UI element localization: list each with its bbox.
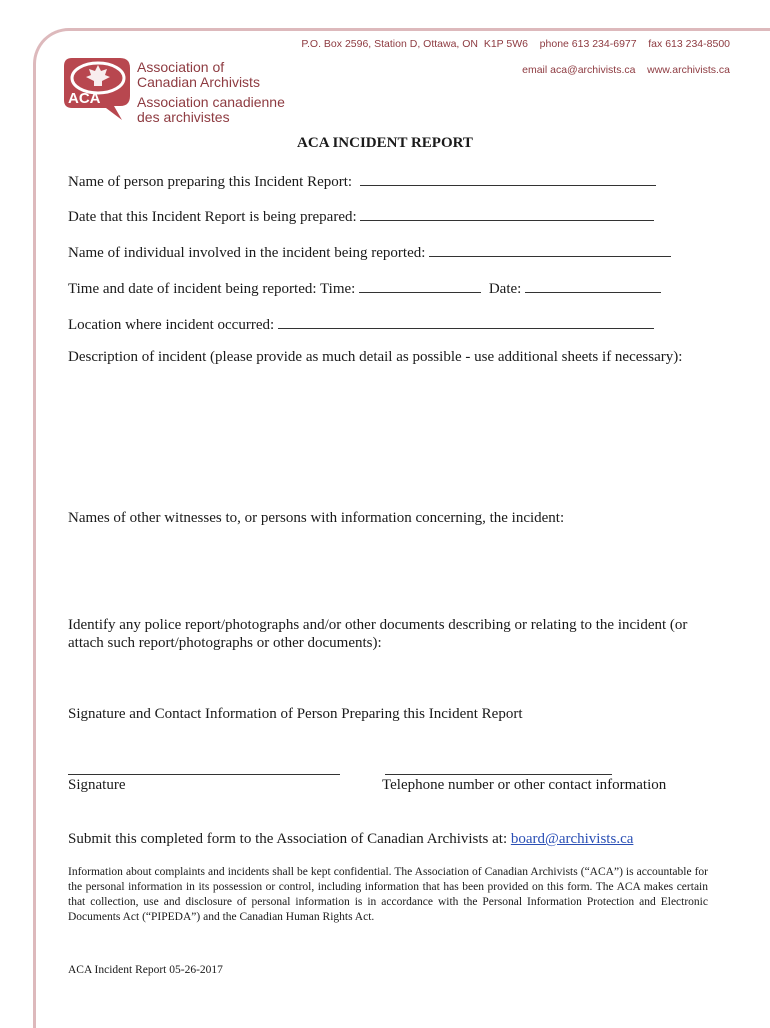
documents-prompt-line-2: attach such report/photographs or other documents): bbox=[68, 635, 382, 651]
date-prepared-field[interactable] bbox=[360, 206, 654, 221]
signature-heading: Signature and Contact Information of Person Preparing this Incident Report bbox=[68, 706, 523, 722]
form-title: ACA INCIDENT REPORT bbox=[297, 135, 473, 151]
date-prepared-label: Date that this Incident Report is being prepared: bbox=[68, 209, 357, 225]
incident-time-field[interactable] bbox=[359, 278, 481, 293]
individual-involved-field[interactable] bbox=[429, 242, 671, 257]
privacy-notice: Information about complaints and incidents shall be kept confidential. The Association of Canadian Archivists (“ACA”) is accountable for the personal information in its possession or control, including information that has been provided on this form. The ACA makes certain that collection, use and disclosure of personal information is in accordance with the Personal Information Protection and Electronic Documents Act (“PIPEDA”) and the Canadian Human Rights Act. bbox=[68, 866, 708, 923]
location-row bbox=[68, 314, 654, 334]
submit-email-link[interactable]: board@archivists.ca bbox=[510, 831, 634, 847]
signature-field[interactable] bbox=[68, 774, 340, 775]
submit-instructions bbox=[68, 831, 633, 848]
date-prepared-row bbox=[68, 206, 654, 226]
org-name-en-line-2: Canadian Archivists bbox=[137, 74, 260, 90]
incident-date-field[interactable] bbox=[525, 278, 661, 293]
org-name-french bbox=[137, 95, 285, 125]
description-prompt: Description of incident (please provide as much detail as possible - use additional sheets if necessary): bbox=[68, 349, 683, 365]
contact-info-field[interactable] bbox=[385, 774, 612, 775]
incident-date-label: Date: bbox=[488, 281, 522, 297]
signature-label: Signature bbox=[68, 777, 126, 793]
org-name-fr-line-1: Association canadienne bbox=[137, 94, 285, 110]
witnesses-area[interactable] bbox=[68, 533, 708, 613]
org-name-en-line-1: Association of bbox=[137, 59, 225, 75]
description-area[interactable] bbox=[68, 372, 708, 502]
logo-text: ACA bbox=[68, 90, 101, 107]
contact-web-line: email aca@archivists.ca www.archivists.ca bbox=[522, 64, 730, 76]
documents-prompt-line-1: Identify any police report/photographs and/or other documents describing or relating to the incident (or bbox=[68, 617, 688, 633]
form-version-footer: ACA Incident Report 05-26-2017 bbox=[68, 964, 223, 976]
individual-involved-label: Name of individual involved in the incident being reported: bbox=[68, 245, 426, 261]
name-preparing-field[interactable] bbox=[360, 171, 656, 186]
aca-logo bbox=[62, 56, 132, 122]
submit-text: Submit this completed form to the Association of Canadian Archivists at: bbox=[68, 831, 511, 847]
name-preparing-label: Name of person preparing this Incident Report: bbox=[68, 174, 353, 190]
location-field[interactable] bbox=[278, 314, 654, 329]
location-label: Location where incident occurred: bbox=[68, 317, 275, 333]
org-name-fr-line-2: des archivistes bbox=[137, 109, 230, 125]
individual-involved-row bbox=[68, 242, 671, 262]
name-preparing-row bbox=[68, 171, 656, 191]
org-name-english bbox=[137, 60, 260, 90]
witnesses-prompt: Names of other witnesses to, or persons with information concerning, the incident: bbox=[68, 510, 565, 526]
incident-time-label: Time and date of incident being reported: Time: bbox=[68, 281, 356, 297]
contact-info-label: Telephone number or other contact information bbox=[382, 777, 667, 793]
contact-address-line: P.O. Box 2596, Station D, Ottawa, ON K1P 5W6 phone 613 234-6977 fax 613 234-8500 bbox=[301, 38, 730, 50]
documents-area[interactable] bbox=[68, 656, 708, 702]
incident-time-date-row bbox=[68, 278, 661, 298]
